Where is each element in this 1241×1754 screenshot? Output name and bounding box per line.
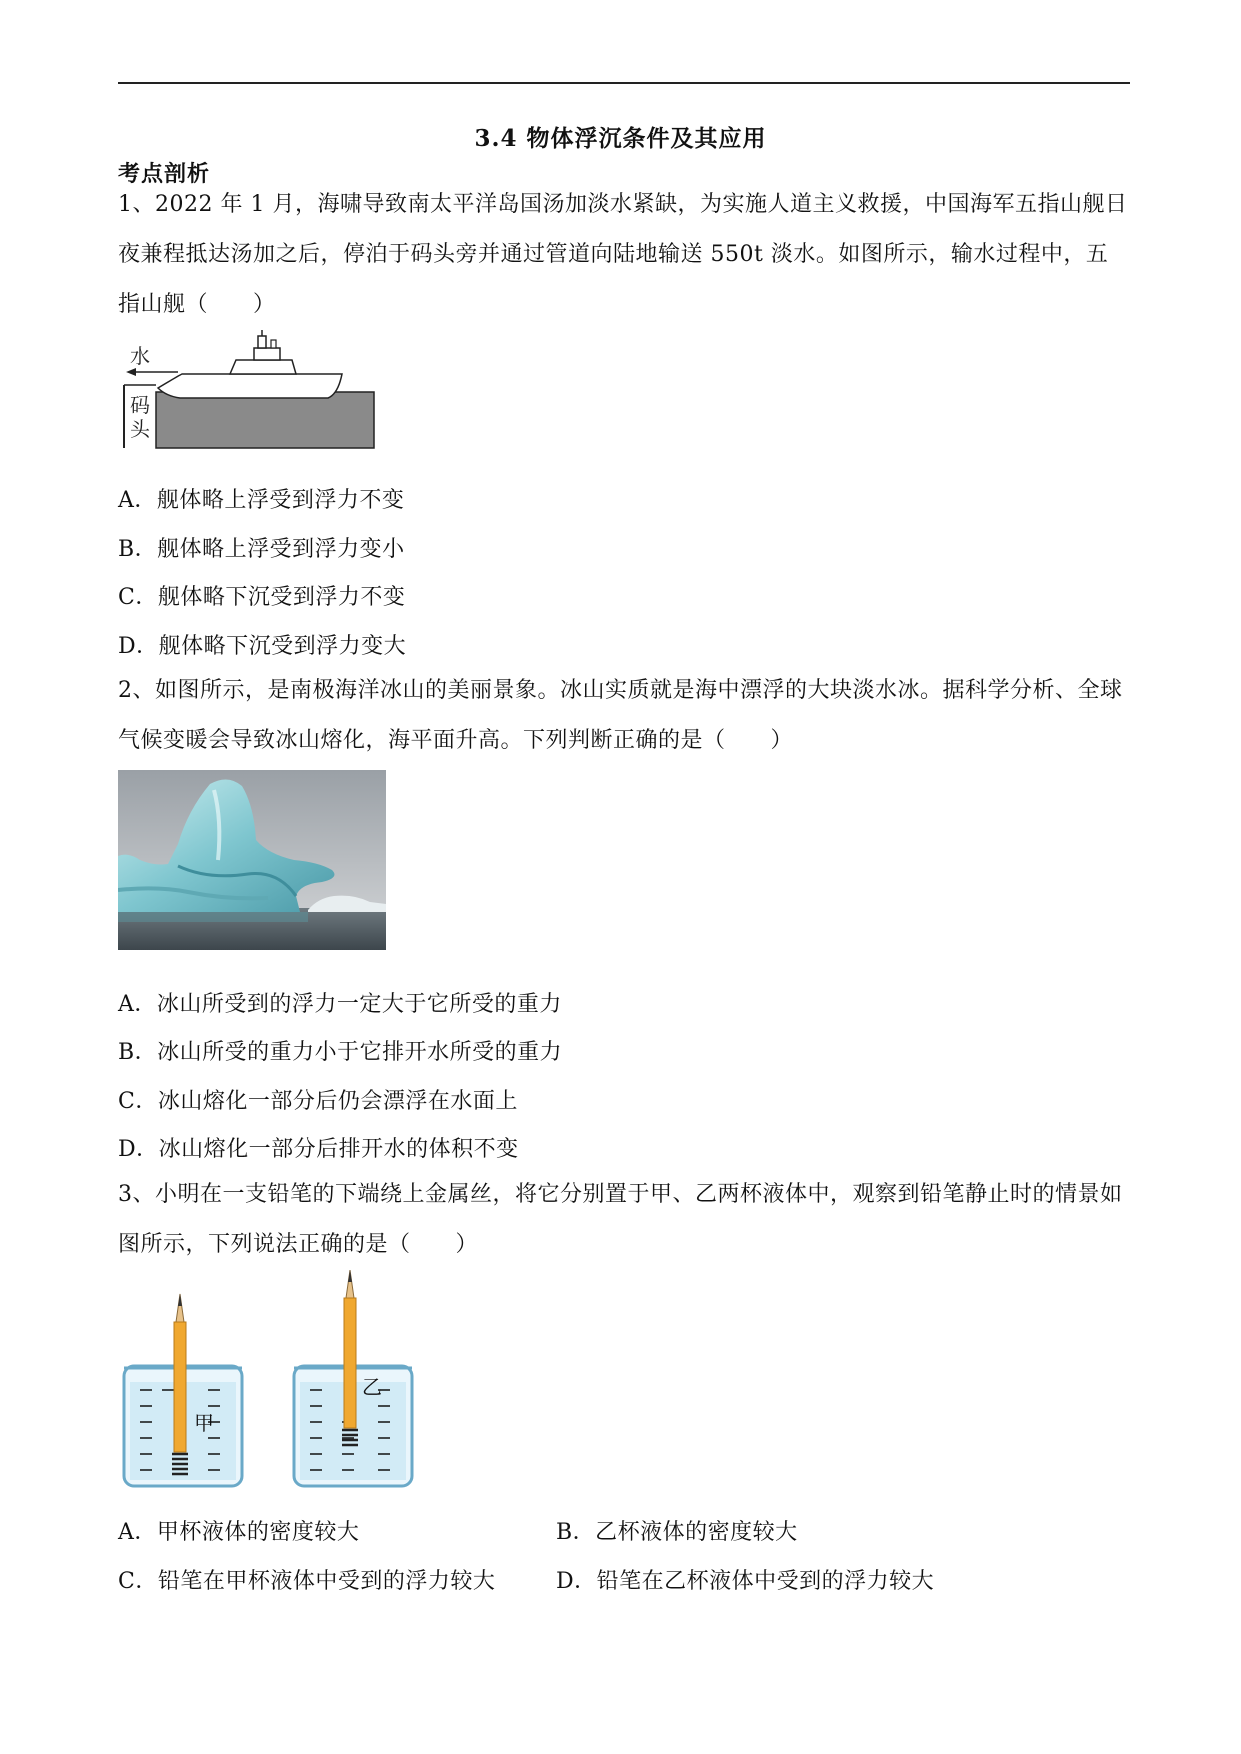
beaker-a	[124, 1294, 242, 1486]
q2-option-b: B．冰山所受的重力小于它排开水所受的重力	[118, 1040, 563, 1065]
dock-label-2: 头	[130, 417, 150, 441]
q3-option-d: D．铅笔在乙杯液体中受到的浮力较大	[556, 1569, 935, 1594]
q2-option-d: D．冰山熔化一部分后排开水的体积不变	[118, 1137, 519, 1162]
cup-a-label: 甲	[194, 1411, 214, 1435]
water-label: 水	[130, 344, 150, 368]
cup-b-label: 乙	[362, 1375, 382, 1399]
q1-option-d: D．舰体略下沉受到浮力变大	[118, 634, 407, 659]
iceberg-photo	[118, 770, 386, 950]
header-rule	[118, 82, 1130, 84]
q2-option-a: A．冰山所受到的浮力一定大于它所受的重力	[118, 992, 562, 1017]
ship-dock-figure	[118, 330, 378, 450]
beaker-b	[294, 1270, 412, 1486]
question-1-stem: 1、2022 年 1 月，海啸导致南太平洋岛国汤加淡水紧缺，为实施人道主义救援，中国海军五指山舰日夜兼程抵达汤加之后，停泊于码头旁并通过管道向陆地输送 550t 淡水。如图所示，输水过程中，五指山舰（ ）	[118, 192, 1128, 317]
pencil-beakers-figure	[118, 1270, 418, 1490]
q1-option-b: B．舰体略上浮受到浮力变小	[118, 537, 405, 562]
q3-option-a: A．甲杯液体的密度较大	[118, 1520, 360, 1545]
section-heading: 考点剖析	[118, 161, 211, 187]
q1-option-c: C．舰体略下沉受到浮力不变	[118, 585, 406, 610]
q3-option-b: B．乙杯液体的密度较大	[556, 1520, 798, 1545]
question-3-stem: 3、小明在一支铅笔的下端绕上金属丝，将它分别置于甲、乙两杯液体中，观察到铅笔静止时的情景如图所示，下列说法正确的是（ ）	[118, 1182, 1123, 1257]
page-title: 3.4 物体浮沉条件及其应用	[474, 125, 767, 152]
dock-label-1: 码	[130, 393, 150, 417]
q1-option-a: A．舰体略上浮受到浮力不变	[118, 488, 405, 513]
q2-option-c: C．冰山熔化一部分后仍会漂浮在水面上	[118, 1089, 518, 1114]
question-2-stem: 2、如图所示，是南极海洋冰山的美丽景象。冰山实质就是海中漂浮的大块淡水冰。据科学分析、全球气候变暖会导致冰山熔化，海平面升高。下列判断正确的是（ ）	[118, 678, 1123, 753]
q3-option-c: C．铅笔在甲杯液体中受到的浮力较大	[118, 1569, 496, 1594]
